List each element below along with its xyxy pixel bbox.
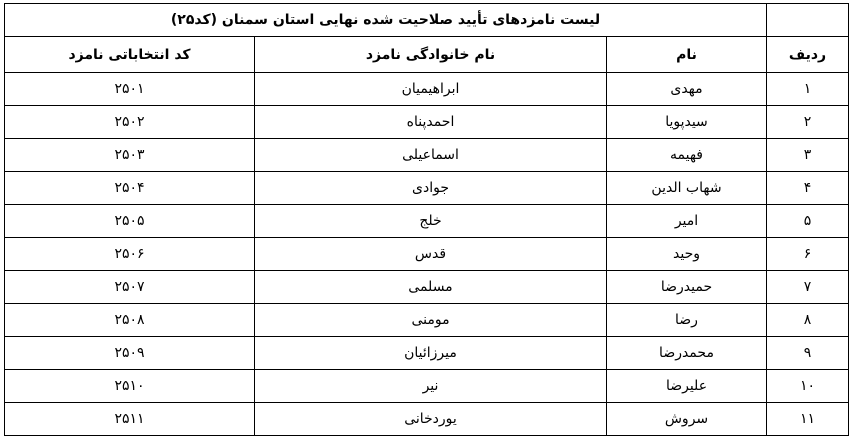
table-row	[5, 73, 849, 106]
cell-last-name: اسماعیلی	[255, 139, 607, 172]
table-row	[5, 271, 849, 304]
table-row	[5, 139, 849, 172]
cell-first-name: سروش	[607, 403, 767, 436]
title-spacer-cell	[767, 4, 849, 37]
cell-first-name: محمدرضا	[607, 337, 767, 370]
title-row	[5, 4, 849, 37]
cell-row-number: ۷	[767, 271, 849, 304]
cell-last-name: احمدپناه	[255, 106, 607, 139]
header-first-name: نام	[607, 37, 767, 73]
table-row	[5, 370, 849, 403]
table-row	[5, 205, 849, 238]
cell-row-number: ۱۱	[767, 403, 849, 436]
cell-last-name: جوادی	[255, 172, 607, 205]
header-row-number: ردیف	[767, 37, 849, 73]
header-last-name: نام خانوادگی نامزد	[255, 37, 607, 73]
cell-last-name: مسلمی	[255, 271, 607, 304]
table-row	[5, 106, 849, 139]
cell-code: ۲۵۱۰	[5, 370, 255, 403]
cell-row-number: ۳	[767, 139, 849, 172]
table-row	[5, 238, 849, 271]
table-title: لیست نامزدهای تأیید صلاحیت شده نهایی استان سمنان (کد۲۵)	[5, 4, 767, 37]
cell-row-number: ۹	[767, 337, 849, 370]
table-row	[5, 172, 849, 205]
cell-row-number: ۸	[767, 304, 849, 337]
cell-first-name: شهاب الدین	[607, 172, 767, 205]
cell-last-name: میرزائیان	[255, 337, 607, 370]
cell-code: ۲۵۰۲	[5, 106, 255, 139]
cell-last-name: یوردخانی	[255, 403, 607, 436]
cell-first-name: سیدپویا	[607, 106, 767, 139]
cell-code: ۲۵۰۹	[5, 337, 255, 370]
cell-last-name: قدس	[255, 238, 607, 271]
cell-first-name: فهیمه	[607, 139, 767, 172]
cell-row-number: ۱	[767, 73, 849, 106]
cell-row-number: ۲	[767, 106, 849, 139]
cell-row-number: ۵	[767, 205, 849, 238]
cell-first-name: حمیدرضا	[607, 271, 767, 304]
cell-first-name: امیر	[607, 205, 767, 238]
cell-code: ۲۵۰۳	[5, 139, 255, 172]
candidates-table	[4, 3, 849, 436]
cell-row-number: ۱۰	[767, 370, 849, 403]
header-row	[5, 37, 849, 73]
table-row	[5, 403, 849, 436]
table-row	[5, 337, 849, 370]
cell-last-name: مومنی	[255, 304, 607, 337]
cell-code: ۲۵۰۷	[5, 271, 255, 304]
cell-first-name: مهدی	[607, 73, 767, 106]
cell-last-name: ابراهیمیان	[255, 73, 607, 106]
cell-first-name: وحید	[607, 238, 767, 271]
cell-code: ۲۵۰۵	[5, 205, 255, 238]
cell-row-number: ۶	[767, 238, 849, 271]
cell-code: ۲۵۰۴	[5, 172, 255, 205]
cell-code: ۲۵۰۸	[5, 304, 255, 337]
cell-last-name: خلج	[255, 205, 607, 238]
header-code: کد انتخاباتی نامزد	[5, 37, 255, 73]
table-row	[5, 304, 849, 337]
cell-code: ۲۵۰۱	[5, 73, 255, 106]
cell-last-name: نیر	[255, 370, 607, 403]
cell-first-name: علیرضا	[607, 370, 767, 403]
cell-first-name: رضا	[607, 304, 767, 337]
cell-row-number: ۴	[767, 172, 849, 205]
cell-code: ۲۵۰۶	[5, 238, 255, 271]
cell-code: ۲۵۱۱	[5, 403, 255, 436]
